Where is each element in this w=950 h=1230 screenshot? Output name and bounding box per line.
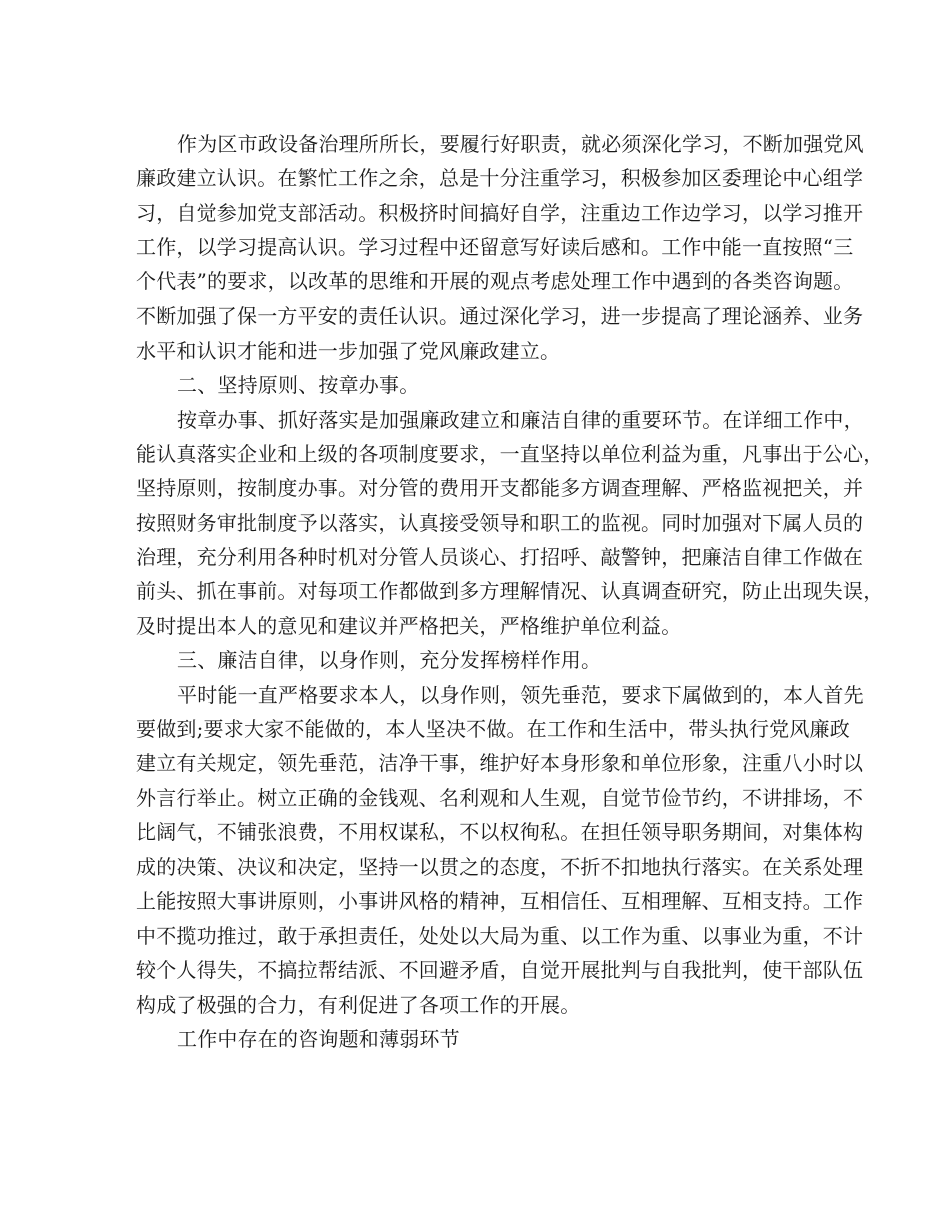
section-heading: 三、廉洁自律，以身作则，充分发挥榜样作用。 — [177, 648, 602, 672]
text-line: 习，自觉参加党支部活动。积极挤时间搞好自学，注重边工作边学习，以学习推开 — [136, 201, 864, 225]
section-heading: 二、坚持原则、按章办事。 — [177, 373, 420, 397]
text-line: 作为区市政设备治理所所长，要履行好职责，就必须深化学习，不断加强党风 — [177, 132, 864, 156]
text-line: 水平和认识才能和进一步加强了党风廉政建立。 — [136, 339, 561, 363]
text-line: 坚持原则，按制度办事。对分管的费用开支都能多方调查理解、严格监视把关，并 — [136, 476, 864, 500]
text-line: 及时提出本人的意见和建议并严格把关，严格维护单位利益。 — [136, 614, 682, 638]
text-line: 外言行举止。树立正确的金钱观、名利观和人生观，自觉节俭节约，不讲排场，不 — [136, 786, 864, 810]
text-line: 比阔气，不铺张浪费，不用权谋私，不以权徇私。在担任领导职务期间，对集体构 — [136, 820, 864, 844]
text-line: 能认真落实企业和上级的各项制度要求，一直坚持以单位利益为重，凡事出于公心， — [136, 442, 884, 466]
text-line: 平时能一直严格要求本人，以身作则，领先垂范，要求下属做到的，本人首先 — [177, 683, 864, 707]
text-line: 个代表”的要求，以改革的思维和开展的观点考虑处理工作中遇到的各类咨询题。 — [136, 269, 854, 293]
text-line: 中不揽功推过，敢于承担责任，处处以大局为重、以工作为重、以事业为重，不计 — [136, 924, 864, 948]
section-heading: 工作中存在的咨询题和薄弱环节 — [177, 1027, 460, 1051]
text-line: 前头、抓在事前。对每项工作都做到多方理解情况、认真调查研究，防止出现失误， — [136, 579, 884, 603]
text-line: 廉政建立认识。在繁忙工作之余，总是十分注重学习，积极参加区委理论中心组学 — [136, 166, 864, 190]
text-line: 治理，充分利用各种时机对分管人员谈心、打招呼、敲警钟，把廉洁自律工作做在 — [136, 545, 864, 569]
text-line: 建立有关规定，领先垂范，洁净干事，维护好本身形象和单位形象，注重八小时以 — [136, 751, 864, 775]
text-line: 构成了极强的合力，有利促进了各项工作的开展。 — [136, 993, 581, 1017]
text-line: 工作，以学习提高认识。学习过程中还留意写好读后感和。工作中能一直按照“三 — [136, 235, 854, 259]
text-line: 成的决策、决议和决定，坚持一以贯之的态度，不折不扣地执行落实。在关系处理 — [136, 855, 864, 879]
text-line: 不断加强了保一方平安的责任认识。通过深化学习，进一步提高了理论涵养、业务 — [136, 304, 864, 328]
text-line: 上能按照大事讲原则，小事讲风格的精神，互相信任、互相理解、互相支持。工作 — [136, 889, 864, 913]
text-line: 较个人得失，不搞拉帮结派、不回避矛盾，自觉开展批判与自我批判，使干部队伍 — [136, 958, 864, 982]
text-line: 按照财务审批制度予以落实，认真接受领导和职工的监视。同时加强对下属人员的 — [136, 511, 864, 535]
text-line: 要做到;要求大家不能做的，本人坚决不做。在工作和生活中，带头执行党风廉政 — [136, 717, 850, 741]
text-line: 按章办事、抓好落实是加强廉政建立和廉洁自律的重要环节。在详细工作中， — [177, 408, 864, 432]
